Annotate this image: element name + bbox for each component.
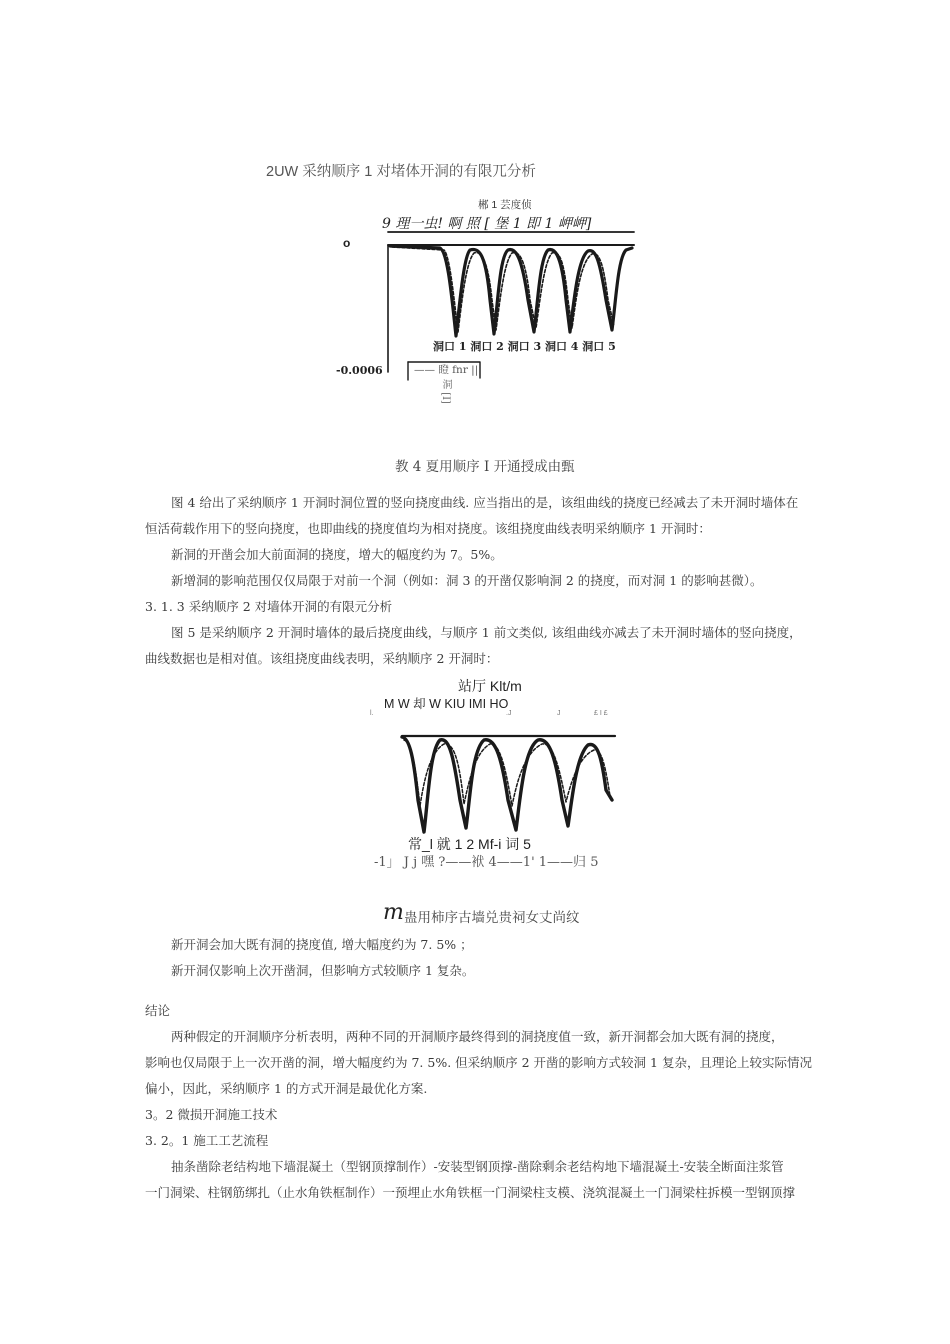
figure5-bottom-row: -1」 J j 嘿 ?——袱 4——1' 1——归 5 [374,855,599,870]
figure4-legend-row: 9 理一虫! 啊 照 [ 堡 1 即 1 岬岬] [382,216,592,232]
paragraph1-line2: 恒活荷载作用下的竖向挠度，也即曲线的挠度值均为相对挠度。该组挠度曲线表明采纳顺序 1 开洞时： [145,521,711,536]
conclusion-heading: 结论 [145,1003,171,1018]
figure5-legend-row: M W 却 W KIU IMI HO [384,697,509,711]
paragraph3-line1: 抽条凿除老结构地下墙混凝土（型钢顶撑制作）-安装型钢顶撑-凿除剩余老结构地下墙混凝土-安装全断面注浆管 [171,1159,784,1174]
section-3-2-heading: 3。2 微损开洞施工技术 [145,1107,278,1122]
paragraph2-line1: 图 5 是采纳顺序 2 开洞时墙体的最后挠度曲线，与顺序 1 前文类似, 该组曲线亦减去了未开洞时墙体的竖向挠度， [171,625,802,640]
section-3-1-3-heading: 3. 1. 3 采纳顺序 2 对墙体开洞的有限元分析 [145,599,393,614]
figure5-tick-2: .J [506,710,512,717]
conclusion-line2: 影响也仅局限于上一次开凿的洞，增大幅度约为 7. 5%. 但采纳顺序 2 开凿的影响方式较洞 1 复杂，且理论上较实际情况 [145,1055,812,1070]
figure4-y-bottom-label: -0.0006 [336,364,383,377]
section-3-2-1-heading: 3. 2。1 施工工艺流程 [145,1133,269,1148]
figure5-title: 站厅 Klt/m [458,678,522,694]
figure5-hole-labels: 常_l 就 1 2 Mf-i 词 5 [408,836,531,852]
figure4-scale-vertical: 洞 [I] [440,379,451,404]
list-item-2: 新增洞的影响范围仅仅局限于对前一个洞（例如：洞 3 的开凿仅影响洞 2 的挠度，而对洞 1 的影响甚微）。 [171,573,763,588]
figure5-curves [402,737,612,832]
figure4-curves [390,246,632,336]
figure5-curve-main [402,737,612,832]
paragraph2-line2: 曲线数据也是相对值。该组挠度曲线表明，采纳顺序 2 开洞时： [145,651,499,666]
conclusion-line3: 偏小，因此，采纳顺序 1 的方式开洞是最优化方案. [145,1081,428,1096]
paragraph1-line1: 图 4 给出了采纳顺序 1 开洞时洞位置的竖向挠度曲线. 应当指出的是，该组曲线的挠度已经减去了未开洞时墙体在 [171,495,799,510]
figure4-legend-title: 郴 1 芸度侦 [478,199,532,211]
figure4-y-top-label: o [343,236,351,250]
list-item-1: 新洞的开凿会加大前面洞的挠度，增大的幅度约为 7。5%。 [171,547,503,562]
figure5-tick-3: J [557,710,561,717]
paragraph3-line2: 一门洞梁、柱钢筋绑扎（止水角铁框制作）一预埋止水角铁框一门洞梁柱支模、浇筑混凝土一门洞梁柱拆模一型钢顶撑 [145,1185,796,1200]
figure4-heading: 2UW 采纳顺序 1 对堵体开洞的有限兀分析 [266,164,536,180]
figure4-curve-main [390,246,632,336]
list-item-4: 新开洞仅影响上次开凿洞，但影响方式较顺序 1 复杂。 [171,963,475,978]
figure5-curve-secondary [404,740,610,806]
figure5-caption-mark: m [383,900,404,925]
figure5-tick-1: l. [370,710,374,717]
conclusion-line1: 两种假定的开洞顺序分析表明，两种不同的开洞顺序最终得到的洞挠度值一致，新开洞都会加大既有洞的挠度， [171,1029,784,1044]
figure4-scale-text: —— 瞪 fnr || [414,364,479,376]
figure4-curve-secondary [392,247,614,332]
figure5-tick-4: £ I £ [594,710,608,717]
figure5-caption: 蛊用柿序古墙兑贵祠女丈尚纹 [404,910,580,926]
figure4-hole-labels: 洞口 1 洞口 2 洞口 3 洞口 4 洞口 5 [433,340,616,353]
list-item-3: 新开洞会加大既有洞的挠度值, 增大幅度约为 7. 5% ； [171,937,473,952]
figure4-caption: 教 4 夏用顺序 I 开通授成由甄 [395,459,575,475]
